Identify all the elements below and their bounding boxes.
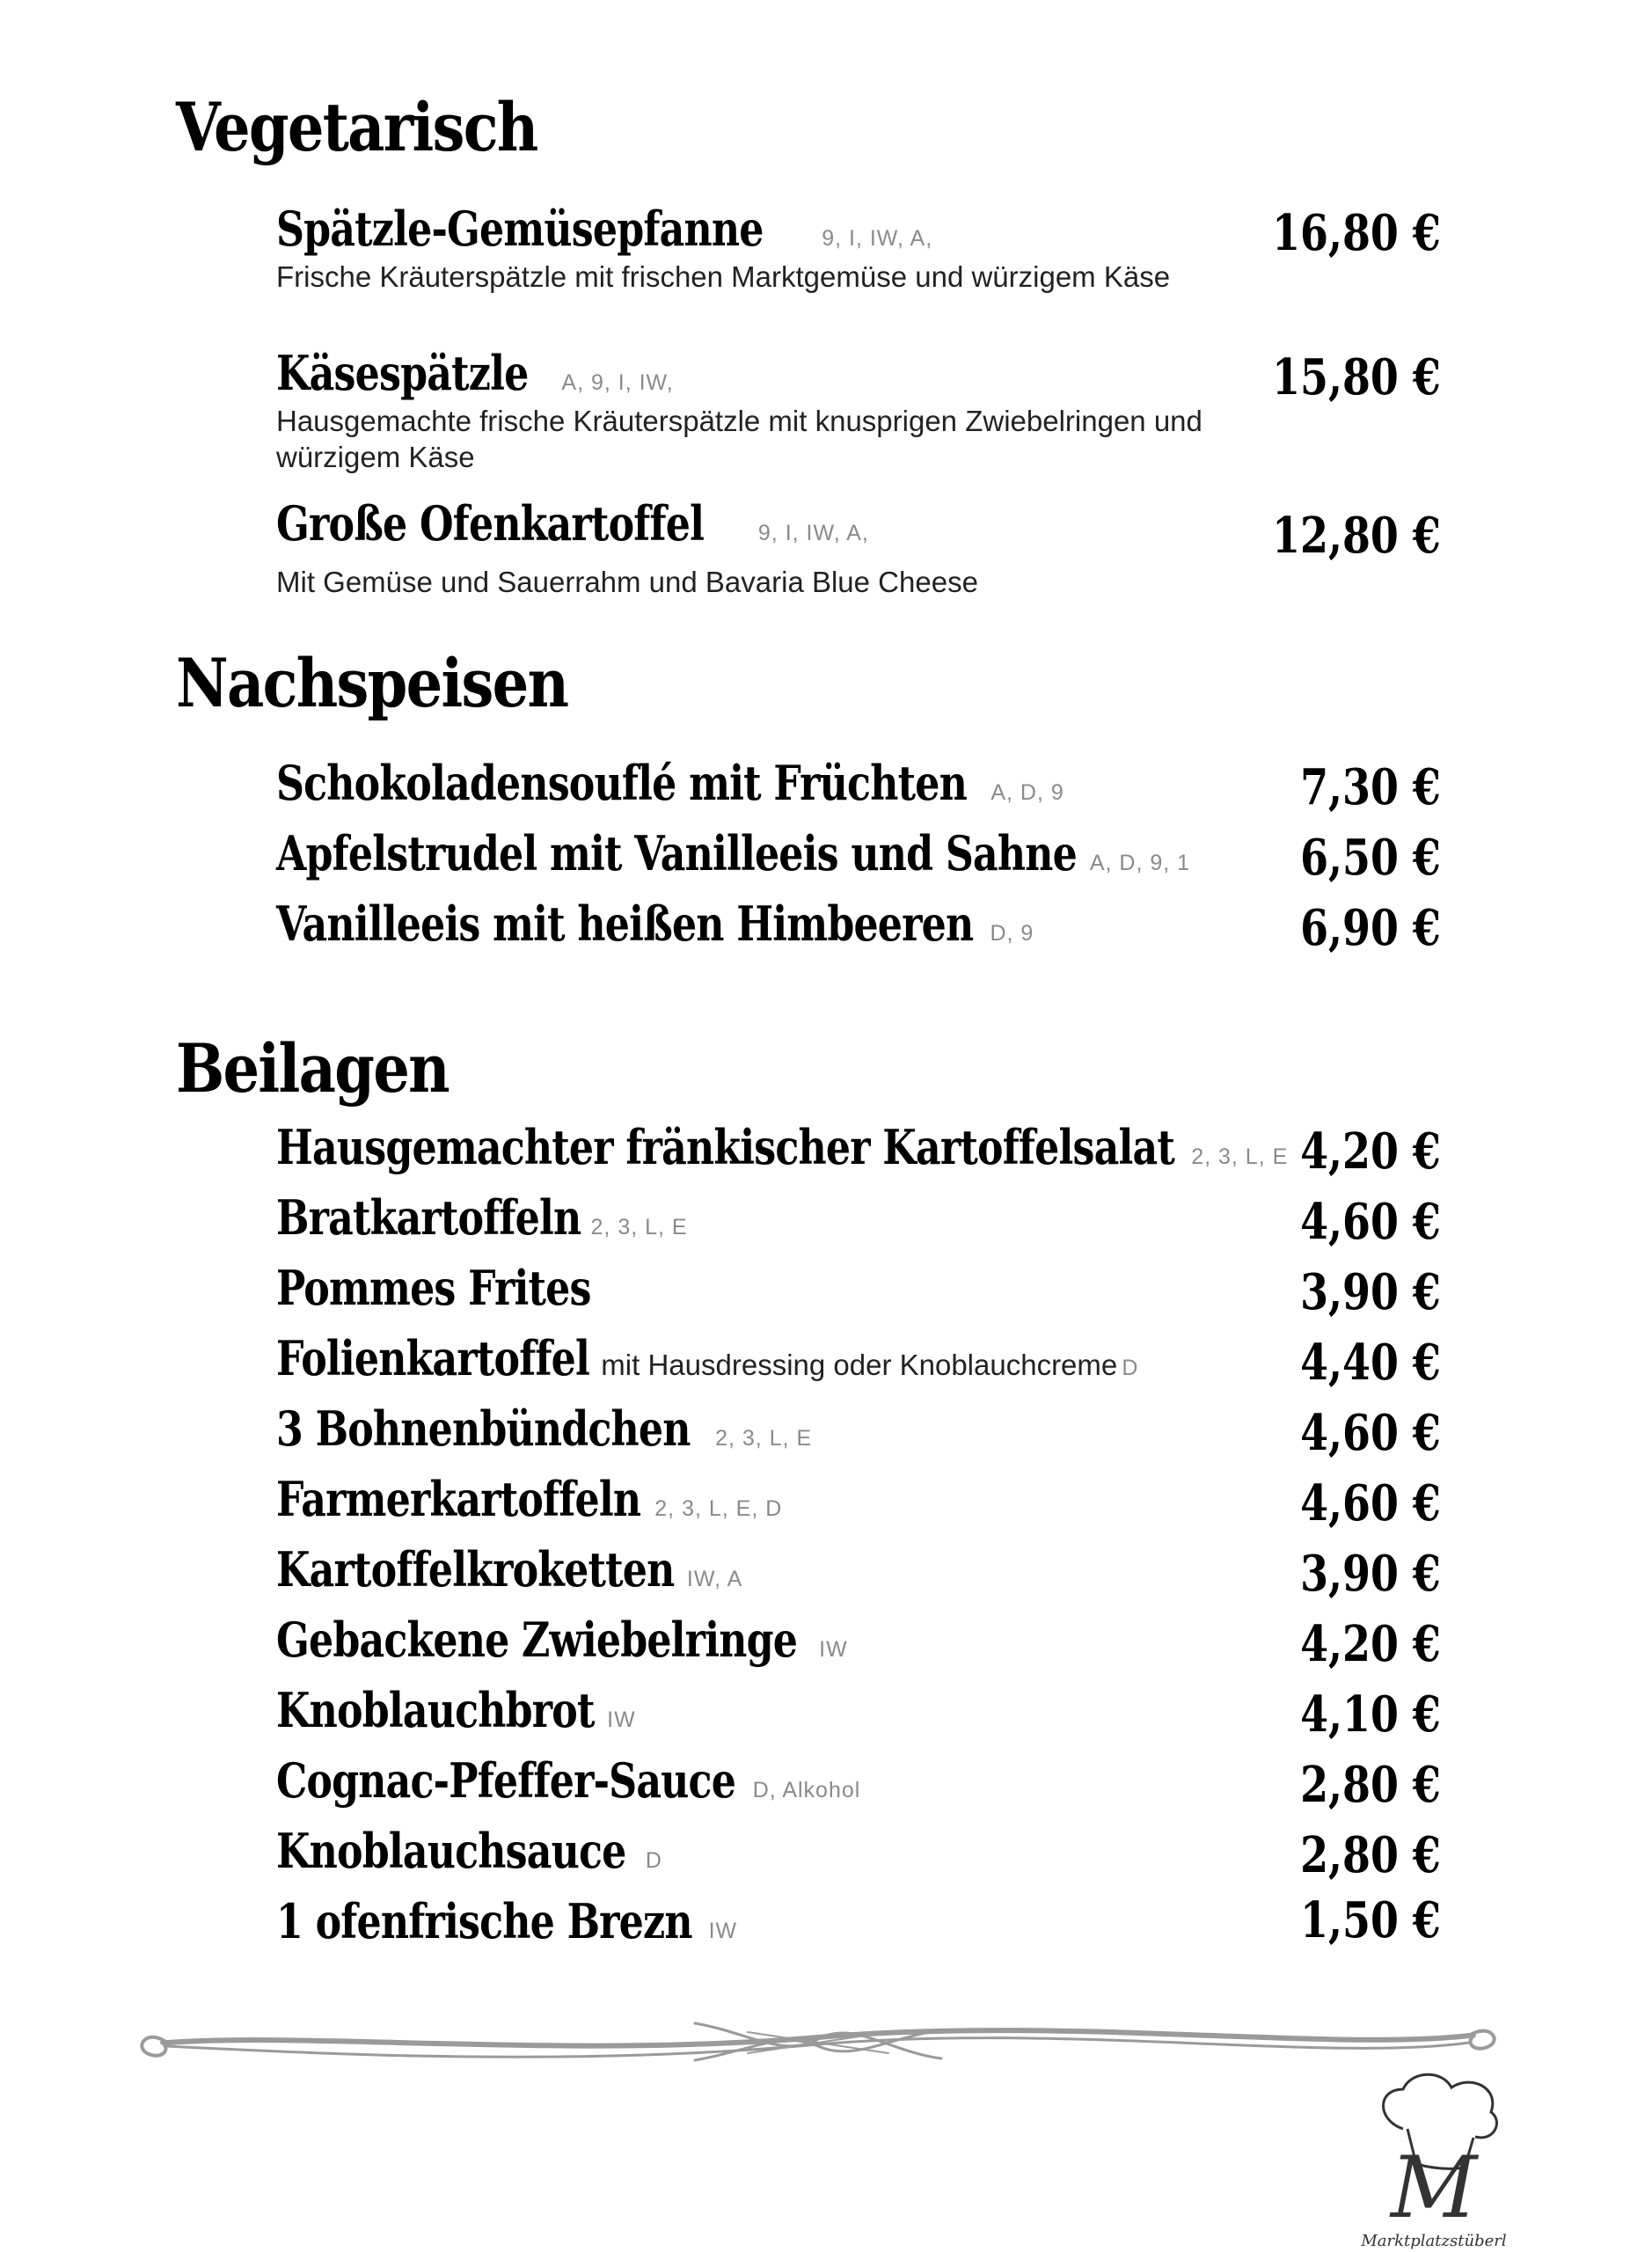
item-name: Cognac-Pfeffer-Sauce: [276, 1752, 736, 1809]
menu-item: [276, 1260, 660, 1316]
item-name: Pommes Frites: [276, 1260, 591, 1316]
item-price: 2,80 €: [1300, 1756, 1441, 1814]
item-name: Schokoladensouflé mit Früchten: [276, 755, 967, 811]
item-allergens: IW: [708, 1919, 738, 1943]
item-price: 6,50 €: [1300, 829, 1441, 887]
menu-item: [276, 1823, 662, 1879]
item-description: Mit Gemüse und Sauerrahm und Bavaria Blue Cheese: [276, 566, 978, 598]
item-name: Spätzle-Gemüsepfanne: [276, 201, 764, 257]
item-price: 4,10 €: [1300, 1685, 1441, 1744]
item-name: Hausgemachter fränkischer Kartoffelsalat: [276, 1119, 1175, 1175]
item-allergens: A, D, 9: [990, 780, 1064, 805]
section-title-beilagen: Beilagen: [176, 1029, 449, 1108]
item-allergens: IW: [607, 1707, 636, 1732]
item-price: 6,90 €: [1300, 899, 1441, 957]
item-allergens: A, 9, I, IW,: [561, 370, 674, 395]
item-name: Kartoffelkroketten: [276, 1541, 675, 1598]
item-name: 1 ofenfrische Brezn: [276, 1893, 692, 1949]
item-name: Käsespätzle: [276, 345, 529, 401]
item-allergens: IW: [819, 1637, 848, 1662]
section-title-nachspeisen: Nachspeisen: [176, 644, 568, 722]
item-name: Vanilleeis mit heißen Himbeeren: [276, 896, 974, 952]
menu-item: [276, 755, 1064, 811]
item-name: Apfelstrudel mit Vanilleeis und Sahne: [276, 825, 1077, 881]
item-price: 4,60 €: [1300, 1404, 1441, 1462]
item-allergens: D, Alkohol: [752, 1778, 861, 1802]
item-allergens: IW, A: [686, 1567, 743, 1591]
item-name: Große Ofenkartoffel: [276, 495, 705, 552]
menu-item: [276, 495, 1446, 600]
item-note: mit Hausdressing oder Knoblauchcreme: [601, 1349, 1118, 1381]
item-price: 4,20 €: [1300, 1122, 1441, 1181]
item-price: 4,40 €: [1300, 1334, 1441, 1392]
item-name: 3 Bohnenbündchen: [276, 1400, 691, 1457]
item-name: Folienkartoffel: [276, 1330, 590, 1386]
item-price: 16,80 €: [1272, 204, 1441, 262]
item-price: 3,90 €: [1300, 1263, 1441, 1321]
item-allergens: 2, 3, L, E: [590, 1215, 688, 1239]
item-price: 2,80 €: [1300, 1826, 1441, 1884]
item-allergens: 2, 3, L, E: [715, 1426, 813, 1451]
item-name: Knoblauchbrot: [276, 1682, 595, 1738]
item-price: 4,60 €: [1300, 1474, 1441, 1532]
item-price: 1,50 €: [1300, 1891, 1441, 1949]
menu-item: [276, 1330, 1138, 1386]
item-name: Knoblauchsauce: [276, 1823, 626, 1879]
menu-item: [276, 1119, 1288, 1175]
menu-item: [276, 1612, 848, 1668]
menu-item: [276, 896, 1034, 952]
menu-item: [276, 825, 1190, 881]
item-allergens: 9, I, IW, A,: [822, 226, 933, 251]
section-title-vegetarisch: Vegetarisch: [176, 88, 537, 166]
chef-hat-monogram-icon: [1319, 2067, 1548, 2252]
item-price: 4,20 €: [1300, 1615, 1441, 1673]
menu-item: [276, 1752, 860, 1809]
item-allergens: D: [645, 1848, 662, 1873]
item-name: Bratkartoffeln: [276, 1189, 581, 1246]
scroll-divider-icon: [132, 1997, 1504, 2085]
item-name: Farmerkartoffeln: [276, 1471, 641, 1527]
item-allergens: A, D, 9, 1: [1089, 851, 1191, 875]
item-price: 12,80 €: [1272, 507, 1441, 565]
item-price: 15,80 €: [1272, 348, 1441, 406]
menu-item: [276, 1893, 737, 1949]
menu-item: [276, 1682, 636, 1738]
menu-item: [276, 345, 1446, 475]
menu-item: [276, 1471, 782, 1527]
item-allergens: D, 9: [990, 921, 1034, 946]
item-name: Gebackene Zwiebelringe: [276, 1612, 798, 1668]
item-allergens: 2, 3, L, E, D: [654, 1496, 783, 1521]
item-allergens: D: [1122, 1356, 1139, 1380]
menu-item: [276, 1541, 742, 1598]
item-price: 3,90 €: [1300, 1545, 1441, 1603]
logo-text: Marktplatzstüberl: [1361, 2232, 1507, 2250]
item-price: 4,60 €: [1300, 1193, 1441, 1251]
item-allergens: 9, I, IW, A,: [757, 521, 869, 545]
item-description: Frische Kräuterspätzle mit frischen Marktgemüse und würzigem Käse: [276, 260, 1171, 293]
item-description: Hausgemachte frische Kräuterspätzle mit knusprigen Zwiebelringen und würzigem Käse: [276, 405, 1202, 473]
menu-item: [276, 1189, 688, 1246]
menu-item: [276, 1400, 812, 1457]
logo-letter: M: [1390, 2139, 1478, 2237]
item-price: 7,30 €: [1300, 758, 1441, 816]
item-allergens: 2, 3, L, E: [1191, 1144, 1289, 1169]
menu-item: [276, 201, 1446, 295]
